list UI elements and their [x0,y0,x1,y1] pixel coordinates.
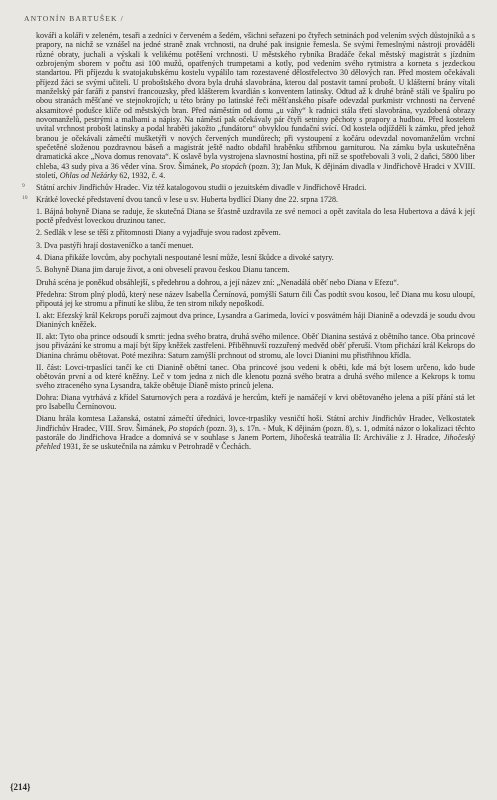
citation-end: 62, 1932, č. 4. [119,171,166,181]
list-item: 3. Dva pastýři hrají dostaveníčko a tančí menuet. [36,240,194,250]
paragraph-epilogue: Dohra: Diana vytrhává z křídel Saturnových pera a rozdává je hercům, kteří je namáčejí v krvi obětovaného jelena a píší přání stá let pro Isabellu Černínovou. [36,393,475,412]
list-item: 5. Bohyně Diana jim daruje život, a oni obveselí pravou českou Dianu tancem. [36,265,290,275]
cast-text: Dianu hrála komtesa Lažanská, ostatní zámečtí úředníci, lovce-trpaslíky vesničtí hoši. Státní archiv Jindřichův Hradec, Velkostatek Jindřichův Hradec, VIII. Srov. Šimánek, [36,414,475,433]
note-10 [22,194,475,204]
citation-journal: Jihočeský přehled [36,432,475,452]
list-item: 2. Sedlák v lese se těší z přítomnosti Diany a vyjadřuje svou radost zpěvem. [36,228,281,238]
note-9 [22,183,475,192]
note-8-text: kováři a koláři v zeleném, tesaři a zedníci v červeném a šedém, všichni seřazeni po čtyřech setninách pod velením svých důstojníků a s prapory, na nichž se vznášel na jedné straně znak vrchnosti, na druhé pak insignie řemesla. Se svými řemeslnými nástroji prováděli různé obraty, juchali a výskali k velikému potěšení vrchnosti. U městského rybníka Bradáče čekal městský magistrát s jízdním ozbrojeným sborem v počtu asi 100 mužů, opatřených trumpetami a kotly, pod vedením svého rytmistra a korneta s jezdeckou standartou. Při příjezdu k svatojakubskému kostelu vypálilo tam rozestavené dělostřelectvo 30 dělových ran. Před mostem očekávali příjezd žáci se svými učiteli. U proboštského dvora byla druhá slavobrána, kterou dal postavit tamní probošt. U klášterní brány vítali manželský pár faráři z panství francouzsky, před klášterem kvardián s konventem latinsky. Odtud až k druhé bráně stáli ve špalíru po obou stranách měšťané ve stejnokrojích; u této brány po latinské řeči měšťanského písaře odevzdal purkmistr vrchnosti na červené aksamitové podušce klíče od městských bran. Před náměstím od domu „u váhy“ k radnici stála třetí slavobrána, vyzdobená obrazy novomanželů, pestrými a malbami a nápisy. Na náměstí pak očekávaly pár čtyři setniny pěchoty s prapory a hudbou. Před kostelem uvítal vrchnost probošt latinsky a podal hraběti jakožto „fundátoru“ obvyklou fundační svící. Od kostela odjíždělí k zámku, před jehož branou je očekávali zámečtí mušketýři v nových červených mundůrech; při vystoupení z kočáru odevzdal novomanželům vrchní spečetěné složenou pozdravnou báseň a magistrát ještě nadto obdařil hraběnku stříbrnou garniturou. Na zámku byla uskutečněna dramatická akce „Nova domus renovata“. K oslavě byla vystrojena slavnostní hostina, při níž se spotřebovali 3 voli, 2 daňci, 5800 liber chleba, 43 sudy piva a 36 věder vína. Srov. Šimánek, [36,31,475,171]
notes-text [24,31,475,452]
scene-list [36,207,475,275]
citation-text: (pozn. 3), s. 17n. - Muk, K dějinám (pozn. 8), s. 1, odmítá názor o lokalizaci těchto pastorále do Jindřichova Hradce a domnívá se v souhlase s Janem Portem, Jihočeská teatrália II: Archiválie z J. Hradce, [36,423,476,442]
citation-end: 1931, že se uskutečnila na zámku v Petrohradě v Čechách. [62,442,251,452]
paragraph-cast [36,414,475,451]
list-item: 1. Bájná bohyně Diana se raduje, že skutečná Diana se šťastně uzdravila ze své nemoci a opět zavítala do lesa Hubertova a dává k její poctě předvést loveckou druzinou tanec. [36,206,475,226]
note-9-text: Státní archiv Jindřichův Hradec. Viz též katalogovou studii o jezuitském divadle v Jindřichově Hradci. [36,183,367,192]
list-item: 4. Diana přikáže lovcům, aby pochytali nespoutané lesní může, lesní škůdce a divoké satyry. [36,253,334,263]
note-9-number: 9 [22,183,25,189]
note-continuation [36,31,475,181]
paragraph-second-scene: Druhá scéna je poněkud obsáhlejší, s předehrou a dohrou, a její název zní: „Nenadálá oběť nebo Diana v Efezu“. [36,277,399,287]
paragraph-prelude: Předehra: Strom plný plodů, který nese název Isabella Černínová, pomýšlí Saturn čili Čas podtít svou kosou, leč Diana mu kosu uloupí, připoutá jej ke stromu a přinutí ke slibu, že ten strom nikdy nepoškodí. [36,289,475,308]
note-10-number: 10 [22,194,28,201]
citation-title: Po stopách [210,161,247,171]
note-10-text: Krátké lovecké představení dvou tanců v lese u sv. Huberta bydlící Diany dne 22. srpna 1728. [36,194,339,204]
paragraph-act-2: II. akt: Tyto oba prince odsoudí k smrti: jedna svého bratra, druhá svého milence. Oběť Dianina sestává z obětního tance. Oba princové jsou přivázání ke stromu a mají být šípy kněžek zastřeleni. Přiběhnuvší rozzuřený medvěd oběť přeruší. Vtom přichází král Kekrops do Dianina chrámu obětovat. Poté mezihra: Saturn zamýšlí prchnout od stromu, ale lovci Dianini mu přistřihnou křídla. [36,331,475,360]
paragraph-act-1: I. akt: Efezský král Kekrops poručí zajmout dva prince, Lysandra a Garimeda, lovící v posvátném háji Dianině a odevzdá je soudu dvou Dianiných kněžek. [36,310,475,330]
citation-journal: Ohlas od Nežárky [59,171,118,181]
page-number: {214} [10,782,31,792]
running-head: ANTONÍN BARTUŠEK / [24,14,124,23]
citation-title: Po stopách [168,423,205,433]
paragraph-act-2-part: II. část: Lovci-trpaslíci tančí ke cti Dianině obětní tanec. Oba princové jsou vedeni k oběti, kde má být losem určeno, kdo bude obětován první a od které kněžny. Leč v tom jedna z nich dle klenotu pozná svého bratra a druhá svého milence a Kekrops k tomu svého ztraceného syna Lysandra, takže obětuje Dianě místo princů jelena. [36,362,475,391]
citation-text: (pozn. 3); Jan Muk, K dějinám divadla v Jindřichově Hradci v XVIII. století, [36,161,476,181]
